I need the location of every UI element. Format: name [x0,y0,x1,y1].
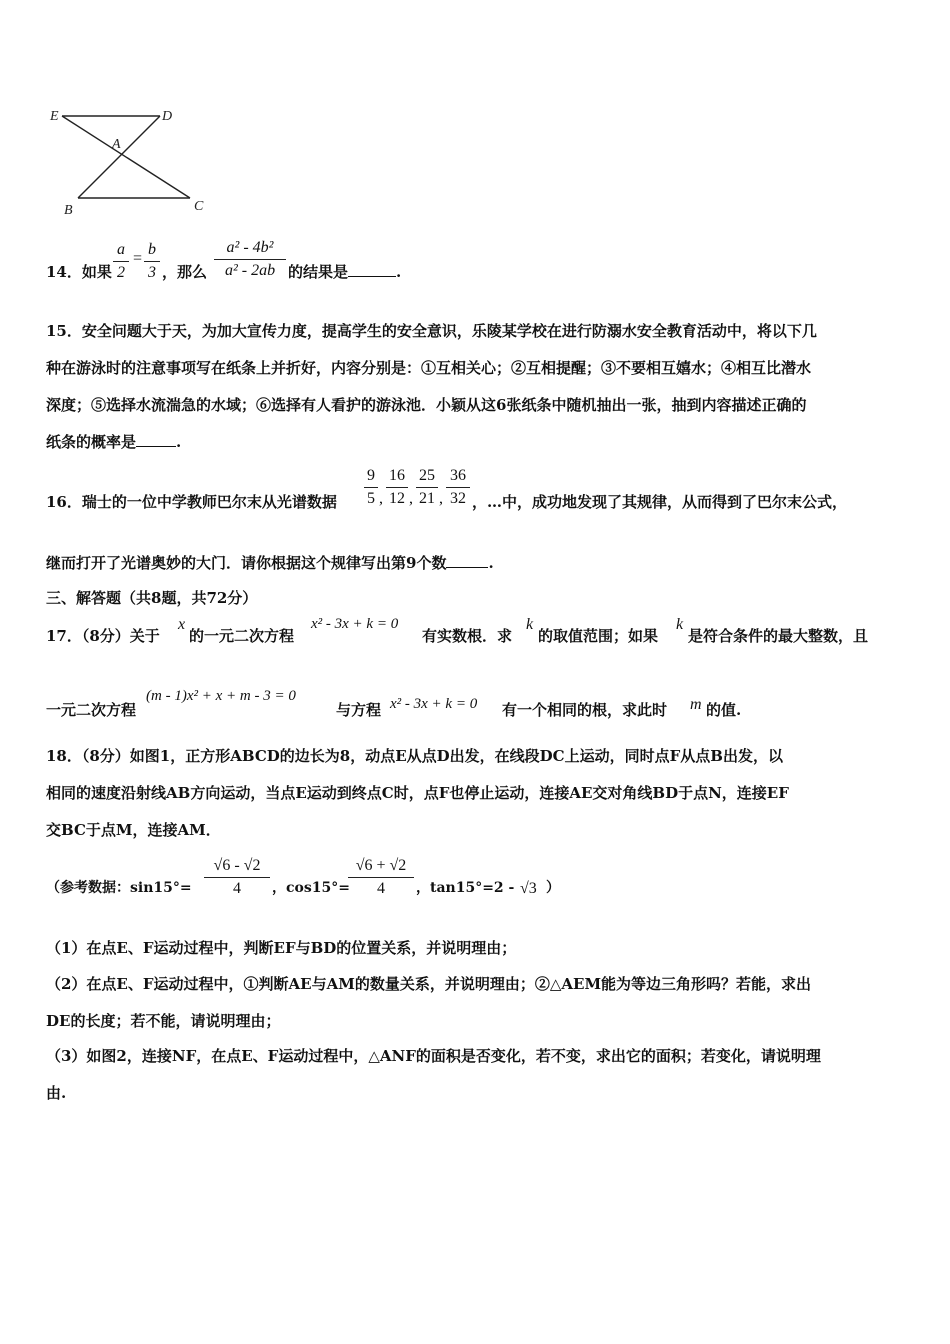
q16-fraction [364,466,378,509]
q16-frac-den: 12 [389,490,405,507]
label-B: B [64,203,73,218]
q18-ref-mid: ，cos15°= [272,880,350,896]
q17-var-m: m [690,696,702,713]
q14-frac1-num: a [117,241,125,258]
q16-comma: , [439,490,443,507]
q16-suffix: ，…中，成功地发现了其规律，从而得到了巴尔末公式， [472,493,848,511]
q17-text-2: 的一元二次方程 [189,627,295,645]
q18-cos-den: 4 [377,880,385,897]
q15-line3: 深度；⑤选择水流湍急的水域；⑥选择有人看护的游泳池．小颖从这6张纸条中随机抽出一张，抽到内容描述正确的 [46,396,807,414]
q17-text-4: 的取值范围；如果 [538,627,659,645]
q16-answer-blank[interactable] [446,553,488,568]
q17-text-7: 与方程 [336,701,382,719]
q18-ref-tan: ，tan15°=2 - [416,880,515,896]
section-3-title: 三、解答题（共8题，共72分） [46,589,258,607]
q17-equation-2: (m - 1)x² + x + m - 3 = 0 [146,688,296,704]
q14-frac3-num: a² - 4b² [226,239,274,256]
q17-equation-3: x² - 3x + k = 0 [390,696,478,712]
q16-fraction [446,466,470,509]
q18-line1: 18．（8分）如图1，正方形ABCD的边长为8，动点E从点D出发，在线段DC上运动，同时点F从点B出发，以 [46,747,783,765]
q14-frac-b-3 [144,240,160,283]
q16-frac-num: 25 [419,467,435,484]
q15-line2: 种在游泳时的注意事项写在纸条上并折好，内容分别是：①互相关心；②互相提醒；③不要相互嬉水；④相互比潜水 [46,359,812,377]
q17-text-1: 17．（8分）关于 [46,627,160,645]
q17-equation-1: x² - 3x + k = 0 [311,616,399,632]
q14-answer-blank[interactable] [348,262,396,277]
q14-equals: = [133,250,143,267]
q18-sub2-line2: DE的长度；若不能，请说明理由； [46,1012,281,1030]
q16-frac-den: 32 [450,490,466,507]
q17-var-k: k [526,616,534,633]
q14-frac-a-2 [113,240,129,283]
q14-suffix: 的结果是 . [288,263,402,281]
q18-cos-num: √6 + √2 [355,857,407,874]
q14-frac2-den: 3 [148,264,156,281]
q18-sub3-line2: 由. [46,1084,67,1102]
q14-prefix: 14．如果 [46,263,112,281]
label-D: D [162,109,173,124]
label-C: C [194,199,204,214]
triangle-figure [40,100,220,220]
q16-comma: , [409,490,413,507]
q18-sub3-line1: （3）如图2，连接NF，在点E、F运动过程中，△ANF的面积是否变化，若不变，求出它的面积；若变化，请说明理 [46,1047,821,1065]
q15-line4: 纸条的概率是 . [46,433,182,451]
q18-line2: 相同的速度沿射线AB方向运动，当点E运动到终点C时，点F也停止运动，连接AE交对角线BD于点N，连接EF [46,784,789,802]
q18-sin-num: √6 - √2 [213,857,261,874]
q16-fraction [386,466,408,509]
segment-DB [78,116,160,198]
q16-frac-den: 21 [419,490,435,507]
segment-EC [62,116,190,198]
q18-sub2-line1: （2）在点E、F运动过程中，①判断AE与AM的数量关系，并说明理由；②△AEM能为等边三角形吗？若能，求出 [46,975,812,993]
q16-frac-num: 16 [389,467,405,484]
q17-text-9: 的值. [706,701,742,719]
q18-sub1: （1）在点E、F运动过程中，判断EF与BD的位置关系，并说明理由； [46,939,517,957]
q17-var-x: x [178,616,186,633]
q18-sin-den: 4 [233,880,241,897]
q14-mid: ，那么 [162,263,208,281]
q17-text-8: 有一个相同的根，求此时 [502,701,668,719]
q16-frac-den: 5 [367,490,375,507]
label-A: A [112,137,121,152]
q17-var-k: k [676,616,684,633]
q17-text-6: 一元二次方程 [46,701,137,719]
q14-frac1-den: 2 [117,264,125,281]
q16-line2: 继而打开了光谱奥妙的大门．请你根据这个规律写出第9个数 . [46,554,494,572]
q18-ref-prefix: （参考数据：sin15°= [46,880,192,896]
q15-answer-blank[interactable] [136,432,176,447]
q17-text-5: 是符合条件的最大整数，且 [688,627,869,645]
q18-cos-fraction [348,856,414,899]
q14-frac3-den: a² - 2ab [224,262,276,279]
q15-line1: 15．安全问题大于天，为加大宣传力度，提高学生的安全意识，乐陵某学校在进行防溺水安全教育活动中，将以下几 [46,322,817,340]
q17-text-3: 有实数根．求 [422,627,513,645]
q14-frac-expression [214,238,286,281]
q16-fraction [416,466,438,509]
q18-sin-fraction [204,856,270,899]
q18-tan-root: √3 [520,880,537,897]
q18-ref-end: ） [546,880,560,896]
q18-line3: 交BC于点M，连接AM． [46,821,221,839]
q16-comma: , [379,490,383,507]
q16-prefix: 16．瑞士的一位中学教师巴尔末从光谱数据 [46,493,337,511]
label-E: E [50,109,59,124]
q14-frac2-num: b [148,241,156,258]
q16-frac-num: 9 [367,467,375,484]
q16-frac-num: 36 [450,467,466,484]
